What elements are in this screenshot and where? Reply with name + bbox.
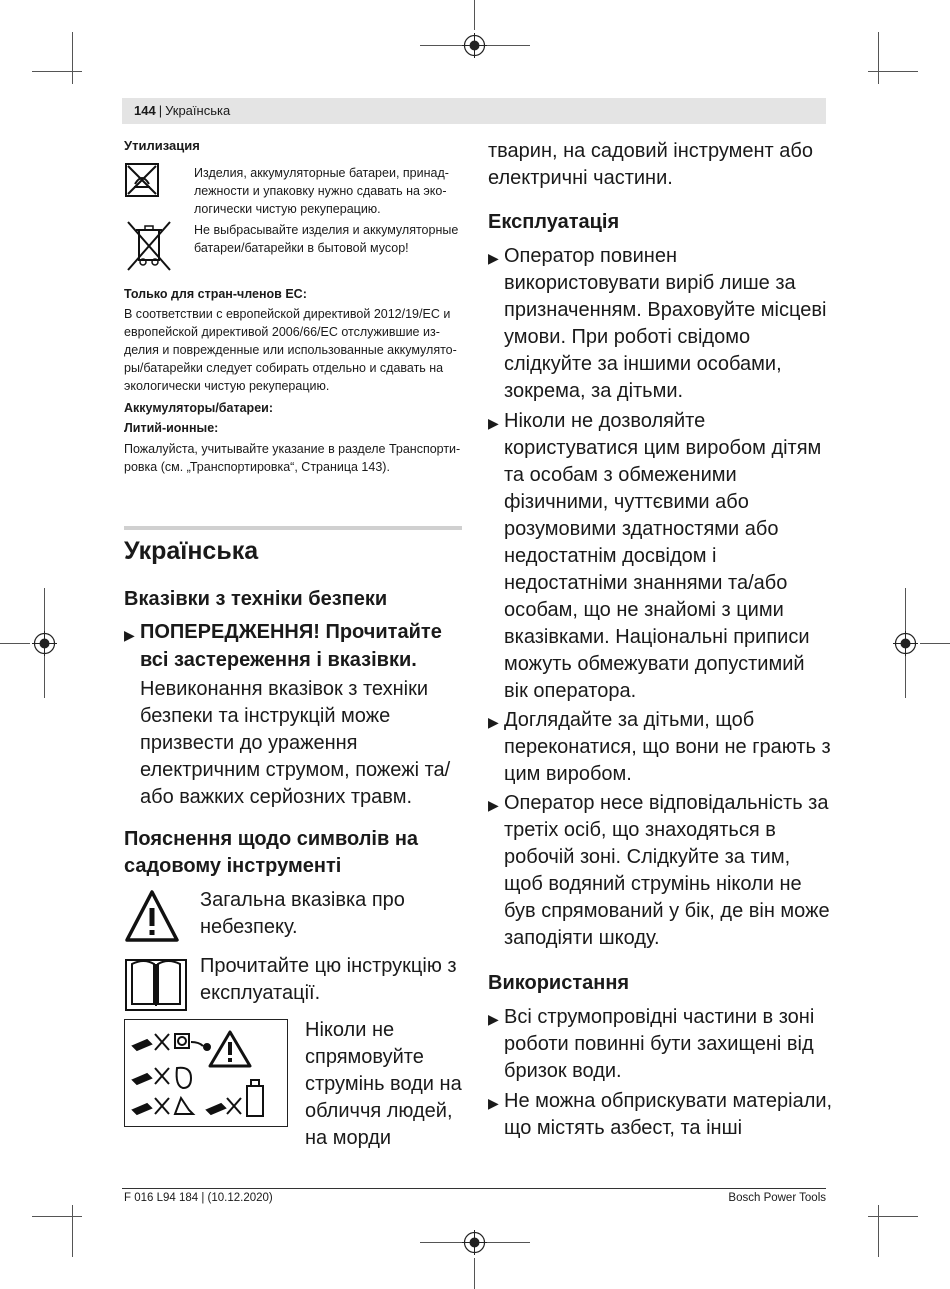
text-line: призвести до ураження bbox=[140, 732, 358, 754]
header-section: Українська bbox=[165, 103, 231, 118]
battery-title: Аккумуляторы/батареи: bbox=[124, 401, 273, 415]
text-line: зокрема, за дітьми. bbox=[504, 380, 684, 402]
disposal-title: Утилизация bbox=[124, 138, 200, 153]
text-line: щоб водяний струмінь ніколи не bbox=[504, 873, 802, 895]
eu-text bbox=[124, 305, 464, 395]
text-line: вказівками. Національні приписи bbox=[504, 626, 810, 648]
text-line: делия и поврежденные или использованные аккумулято- bbox=[124, 343, 457, 357]
continuation-text bbox=[488, 138, 813, 192]
text-line: вік оператора. bbox=[504, 680, 637, 702]
header-text: 144 | Українська bbox=[134, 103, 231, 118]
text-line: небезпеку. bbox=[200, 916, 298, 938]
text-line: особам, що не знайомі з цими bbox=[504, 599, 784, 621]
text-line: або важких серйозних травм. bbox=[140, 786, 413, 808]
use-bullet-2 bbox=[504, 1088, 832, 1142]
text-line: робочій зоні. Слідкуйте за тим, bbox=[504, 846, 791, 868]
text-line: обличчя людей, bbox=[305, 1100, 453, 1122]
operation-bullet-2 bbox=[504, 408, 821, 705]
text-line: був спрямований у бік, де він може bbox=[504, 900, 830, 922]
text-line: Ніколи не дозволяйте bbox=[504, 410, 706, 432]
text-line: Изделия, аккумуляторные батареи, принад- bbox=[194, 166, 449, 180]
text-line: слідкуйте за іншими особами, bbox=[504, 353, 782, 375]
use-heading: Використання bbox=[488, 972, 630, 994]
text-line: що містять азбест, та інші bbox=[504, 1117, 743, 1139]
bullet-icon: ▶ bbox=[488, 1011, 499, 1027]
text-line: Не выбрасывайте изделия и аккумуляторные bbox=[194, 223, 459, 237]
language-title: Українська bbox=[124, 537, 259, 565]
bullet-icon: ▶ bbox=[488, 415, 499, 431]
bullet-icon: ▶ bbox=[488, 1095, 499, 1111]
text-line: спрямовуйте bbox=[305, 1046, 424, 1068]
page-number: 144 bbox=[134, 103, 156, 118]
text-line: фізичними, чуттєвими або bbox=[504, 491, 749, 513]
heading-line: Пояснення щодо символів на bbox=[124, 828, 419, 850]
text-line: електричні частини. bbox=[488, 167, 673, 189]
warning-text bbox=[140, 676, 450, 811]
crossed-bin-icon bbox=[124, 220, 174, 272]
text-line: ры/батарейки следует собирать отдельно и сдавать на bbox=[124, 361, 444, 375]
text-line: розумовими здатностями або bbox=[504, 518, 779, 540]
text-line: тварин, на садовий інструмент або bbox=[488, 140, 813, 162]
text-line: Оператор повинен bbox=[504, 245, 678, 267]
text-line: недостатніми знаннями та/або bbox=[504, 572, 788, 594]
liion-text bbox=[124, 440, 464, 476]
text-line: використовувати виріб лише за bbox=[504, 272, 796, 294]
text-line: експлуатації. bbox=[200, 982, 321, 1004]
symbol3-text bbox=[305, 1017, 462, 1152]
text-line: можуть обмежувати допустимий bbox=[504, 653, 805, 675]
text-line: европейской директивой 2006/66/EC отслужившие из- bbox=[124, 325, 440, 339]
text-line: користуватися цим виробом дітям bbox=[504, 437, 822, 459]
footer-doc-number: F 016 L94 184 | (10.12.2020) bbox=[124, 1192, 273, 1204]
bullet-icon: ▶ bbox=[488, 797, 499, 813]
heading-line: садовому інструменті bbox=[124, 855, 342, 877]
text-line: заподіяти шкоду. bbox=[504, 927, 660, 949]
text-line: Не можна обприскувати матеріали, bbox=[504, 1090, 833, 1112]
text-line: бризок води. bbox=[504, 1060, 622, 1082]
bullet-icon: ▶ bbox=[488, 714, 499, 730]
text-line: Доглядайте за дітьми, щоб bbox=[504, 709, 755, 731]
text-line: Прочитайте цю інструкцію з bbox=[200, 955, 457, 977]
text-line: роботи повинні бути захищені від bbox=[504, 1033, 814, 1055]
text-line: Невиконання вказівок з техніки bbox=[140, 678, 429, 700]
registration-mark-icon bbox=[462, 1230, 487, 1255]
warning-triangle-icon bbox=[124, 888, 180, 944]
operation-heading: Експлуатація bbox=[488, 211, 620, 233]
recycle-icon bbox=[124, 162, 160, 198]
text-line: електричним струмом, пожежі та/ bbox=[140, 759, 451, 781]
text-line: экологически чистую рекуперацию. bbox=[124, 379, 330, 393]
disposal-para1 bbox=[194, 164, 464, 218]
registration-mark-icon bbox=[462, 33, 487, 58]
water-jet-warning-icon bbox=[124, 1019, 288, 1127]
disposal-para2 bbox=[194, 221, 464, 257]
operation-bullet-1 bbox=[504, 243, 826, 405]
footer-brand: Bosch Power Tools bbox=[728, 1192, 826, 1204]
text-line: Оператор несе відповідальність за bbox=[504, 792, 829, 814]
section-divider bbox=[124, 526, 462, 530]
safety-heading: Вказівки з техніки безпеки bbox=[124, 588, 388, 610]
liion-title: Литий-ионные: bbox=[124, 421, 219, 435]
warning-bold-line: ПОПЕРЕДЖЕННЯ! Прочитайте bbox=[140, 621, 442, 643]
text-line: струмінь води на bbox=[305, 1073, 462, 1095]
text-line: лежности и упаковку нужно сдавать на эко- bbox=[194, 184, 447, 198]
text-line: В соответствии с европейской директивой 2012/19/EC и bbox=[124, 307, 451, 321]
text-line: умови. При роботі свідомо bbox=[504, 326, 751, 348]
operation-bullet-3 bbox=[504, 707, 831, 788]
water-jet-pictogram-icon bbox=[125, 1020, 286, 1125]
bullet-icon: ▶ bbox=[124, 627, 135, 643]
warning-bold-line: всі застереження і вказівки. bbox=[140, 649, 417, 671]
bullet-icon: ▶ bbox=[488, 250, 499, 266]
symbol2-text bbox=[200, 953, 457, 1007]
text-line: на морди bbox=[305, 1127, 392, 1149]
footer-rule bbox=[122, 1188, 826, 1189]
text-line: цим виробом. bbox=[504, 763, 632, 785]
text-line: безпеки та інструкцій може bbox=[140, 705, 391, 727]
eu-title: Только для стран-членов ЕС: bbox=[124, 287, 307, 301]
registration-mark-icon bbox=[893, 631, 918, 656]
text-line: та особам з обмеженими bbox=[504, 464, 737, 486]
text-line: недостатнім досвідом і bbox=[504, 545, 717, 567]
text-line: переконатися, що вони не грають з bbox=[504, 736, 831, 758]
text-line: третіх осіб, що знаходяться в bbox=[504, 819, 776, 841]
text-line: ровка (см. „Транспортировка“, Страница 143). bbox=[124, 460, 390, 474]
operation-bullet-4 bbox=[504, 790, 830, 952]
text-line: Всі струмопровідні частини в зоні bbox=[504, 1006, 815, 1028]
text-line: батареи/батарейки в бытовой мусор! bbox=[194, 241, 409, 255]
text-line: Ніколи не bbox=[305, 1019, 395, 1041]
symbols-heading bbox=[124, 828, 418, 878]
text-line: Пожалуйста, учитывайте указание в разделе Транспорти- bbox=[124, 442, 461, 456]
manual-book-icon bbox=[124, 954, 188, 1012]
text-line: логически чистую рекуперацию. bbox=[194, 202, 381, 216]
text-line: призначенням. Враховуйте місцеві bbox=[504, 299, 827, 321]
text-line: Загальна вказівка про bbox=[200, 889, 405, 911]
registration-mark-icon bbox=[32, 631, 57, 656]
symbol1-text bbox=[200, 887, 405, 941]
use-bullet-1 bbox=[504, 1004, 814, 1085]
